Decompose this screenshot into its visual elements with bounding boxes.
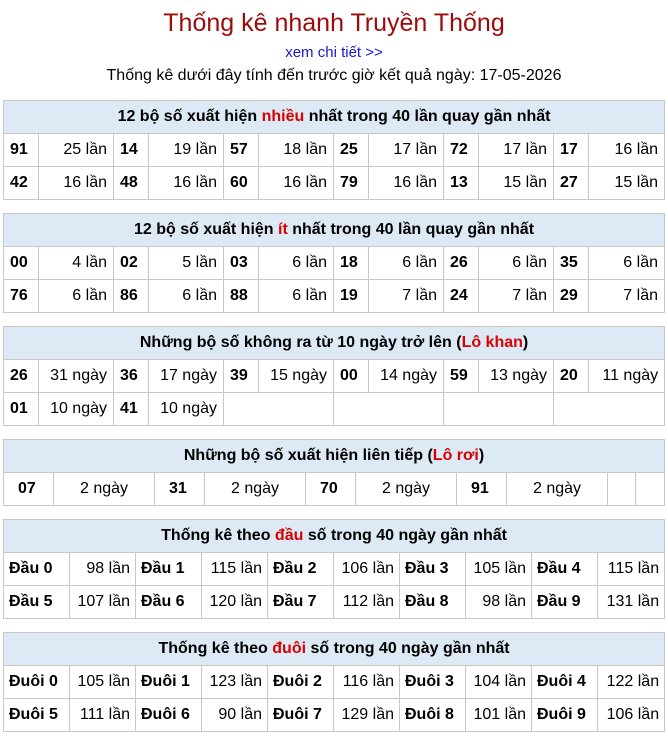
digit-label: Đầu 6	[136, 586, 202, 619]
occurrence-count: 19 lần	[149, 134, 224, 167]
occurrence-count: 7 lần	[369, 280, 444, 313]
table-row	[4, 167, 665, 200]
digit-label: Đầu 8	[400, 586, 466, 619]
occurrence-count: 104 lần	[466, 666, 532, 699]
occurrence-count: 116 lần	[334, 666, 400, 699]
occurrence-count: 90 lần	[202, 699, 268, 732]
table-row	[4, 280, 665, 313]
table-row	[4, 553, 665, 586]
digit-label: Đầu 4	[532, 553, 598, 586]
lottery-number: 57	[224, 134, 259, 167]
lottery-number: 03	[224, 247, 259, 280]
lottery-number: 42	[4, 167, 39, 200]
day-count: 10 ngày	[149, 393, 224, 426]
day-count: 2 ngày	[507, 473, 608, 506]
digit-label: Đuôi 8	[400, 699, 466, 732]
occurrence-count: 105 lần	[70, 666, 136, 699]
occurrence-count: 106 lần	[598, 699, 665, 732]
lottery-number: 19	[334, 280, 369, 313]
lottery-number: 31	[155, 473, 205, 506]
lottery-number: 25	[334, 134, 369, 167]
occurrence-count: 25 lần	[39, 134, 114, 167]
digit-label: Đầu 0	[4, 553, 70, 586]
lottery-number: 02	[114, 247, 149, 280]
day-count: 17 ngày	[149, 360, 224, 393]
lottery-number: 91	[4, 134, 39, 167]
lottery-number: 14	[114, 134, 149, 167]
lottery-number: 70	[306, 473, 356, 506]
occurrence-count: 15 lần	[589, 167, 665, 200]
digit-label: Đuôi 6	[136, 699, 202, 732]
table-row	[4, 699, 665, 732]
digit-label: Đầu 2	[268, 553, 334, 586]
lottery-number: 72	[444, 134, 479, 167]
lottery-number: 00	[4, 247, 39, 280]
view-details-link[interactable]: xem chi tiết >>	[285, 44, 383, 61]
lo-khan-table	[3, 326, 665, 426]
occurrence-count: 6 lần	[369, 247, 444, 280]
lottery-number: 41	[114, 393, 149, 426]
day-count: 2 ngày	[54, 473, 155, 506]
lottery-number: 26	[4, 360, 39, 393]
occurrence-count: 131 lần	[598, 586, 665, 619]
digit-label: Đầu 9	[532, 586, 598, 619]
digit-label: Đầu 1	[136, 553, 202, 586]
day-count: 13 ngày	[479, 360, 554, 393]
lottery-number: 39	[224, 360, 259, 393]
lottery-number: 88	[224, 280, 259, 313]
empty-cell	[554, 393, 665, 426]
occurrence-count: 6 lần	[149, 280, 224, 313]
lottery-number: 26	[444, 247, 479, 280]
occurrence-count: 115 lần	[598, 553, 665, 586]
digit-label: Đầu 5	[4, 586, 70, 619]
section-header: 12 bộ số xuất hiện ít nhất trong 40 lần quay gần nhất	[4, 214, 665, 247]
day-count: 11 ngày	[589, 360, 665, 393]
occurrence-count: 5 lần	[149, 247, 224, 280]
section-header: 12 bộ số xuất hiện nhiều nhất trong 40 lần quay gần nhất	[4, 101, 665, 134]
lottery-number: 18	[334, 247, 369, 280]
occurrence-count: 6 lần	[39, 280, 114, 313]
occurrence-count: 16 lần	[149, 167, 224, 200]
lottery-number: 59	[444, 360, 479, 393]
occurrence-count: 7 lần	[589, 280, 665, 313]
occurrence-count: 4 lần	[39, 247, 114, 280]
occurrence-count: 98 lần	[70, 553, 136, 586]
section-header: Những bộ số xuất hiện liên tiếp (Lô rơi)	[4, 440, 665, 473]
lottery-number: 48	[114, 167, 149, 200]
day-count: 10 ngày	[39, 393, 114, 426]
digit-label: Đuôi 9	[532, 699, 598, 732]
empty-cell	[444, 393, 554, 426]
occurrence-count: 17 lần	[479, 134, 554, 167]
lottery-number: 91	[457, 473, 507, 506]
occurrence-count: 6 lần	[479, 247, 554, 280]
occurrence-count: 101 lần	[466, 699, 532, 732]
occurrence-count: 7 lần	[479, 280, 554, 313]
section-header: Những bộ số không ra từ 10 ngày trở lên (Lô khan)	[4, 327, 665, 360]
occurrence-count: 106 lần	[334, 553, 400, 586]
occurrence-count: 123 lần	[202, 666, 268, 699]
table-row	[4, 586, 665, 619]
occurrence-count: 6 lần	[259, 247, 334, 280]
digit-label: Đuôi 4	[532, 666, 598, 699]
empty-cell	[636, 473, 665, 506]
lottery-number: 17	[554, 134, 589, 167]
lottery-number: 13	[444, 167, 479, 200]
occurrence-count: 107 lần	[70, 586, 136, 619]
day-count: 31 ngày	[39, 360, 114, 393]
digit-label: Đuôi 5	[4, 699, 70, 732]
empty-cell	[608, 473, 636, 506]
digit-label: Đầu 7	[268, 586, 334, 619]
most-frequent-table	[3, 100, 665, 200]
table-row	[4, 134, 665, 167]
occurrence-count: 17 lần	[369, 134, 444, 167]
lottery-number: 20	[554, 360, 589, 393]
occurrence-count: 120 lần	[202, 586, 268, 619]
table-row	[4, 393, 665, 426]
digit-label: Đầu 3	[400, 553, 466, 586]
day-count: 2 ngày	[205, 473, 306, 506]
occurrence-count: 6 lần	[589, 247, 665, 280]
occurrence-count: 15 lần	[479, 167, 554, 200]
occurrence-count: 16 lần	[589, 134, 665, 167]
lottery-number: 29	[554, 280, 589, 313]
digit-label: Đuôi 1	[136, 666, 202, 699]
day-count: 15 ngày	[259, 360, 334, 393]
page-title: Thống kê nhanh Truyền Thống	[163, 9, 505, 37]
occurrence-count: 16 lần	[259, 167, 334, 200]
section-header: Thống kê theo đầu số trong 40 ngày gần nhất	[4, 520, 665, 553]
empty-cell	[334, 393, 444, 426]
occurrence-count: 112 lần	[334, 586, 400, 619]
digit-label: Đuôi 2	[268, 666, 334, 699]
occurrence-count: 18 lần	[259, 134, 334, 167]
tail-digit-table	[3, 632, 665, 732]
occurrence-count: 16 lần	[369, 167, 444, 200]
lottery-number: 76	[4, 280, 39, 313]
digit-label: Đuôi 3	[400, 666, 466, 699]
page-header	[0, 0, 668, 86]
lo-roi-table	[3, 439, 665, 506]
table-row	[4, 666, 665, 699]
day-count: 2 ngày	[356, 473, 457, 506]
lottery-number: 27	[554, 167, 589, 200]
table-row	[4, 360, 665, 393]
digit-label: Đuôi 7	[268, 699, 334, 732]
lottery-number: 79	[334, 167, 369, 200]
least-frequent-table	[3, 213, 665, 313]
occurrence-count: 129 lần	[334, 699, 400, 732]
occurrence-count: 115 lần	[202, 553, 268, 586]
section-header: Thống kê theo đuôi số trong 40 ngày gần nhất	[4, 633, 665, 666]
head-digit-table	[3, 519, 665, 619]
stats-date-note: Thống kê dưới đây tính đến trước giờ kết quả ngày: 17-05-2026	[106, 67, 562, 84]
lottery-number: 24	[444, 280, 479, 313]
table-row	[4, 247, 665, 280]
digit-label: Đuôi 0	[4, 666, 70, 699]
occurrence-count: 6 lần	[259, 280, 334, 313]
table-row	[4, 473, 665, 506]
occurrence-count: 105 lần	[466, 553, 532, 586]
occurrence-count: 122 lần	[598, 666, 665, 699]
lottery-number: 60	[224, 167, 259, 200]
empty-cell	[224, 393, 334, 426]
day-count: 14 ngày	[369, 360, 444, 393]
occurrence-count: 111 lần	[70, 699, 136, 732]
occurrence-count: 98 lần	[466, 586, 532, 619]
lottery-number: 07	[4, 473, 54, 506]
lottery-number: 86	[114, 280, 149, 313]
lottery-number: 00	[334, 360, 369, 393]
lottery-number: 36	[114, 360, 149, 393]
lottery-number: 35	[554, 247, 589, 280]
lottery-number: 01	[4, 393, 39, 426]
occurrence-count: 16 lần	[39, 167, 114, 200]
